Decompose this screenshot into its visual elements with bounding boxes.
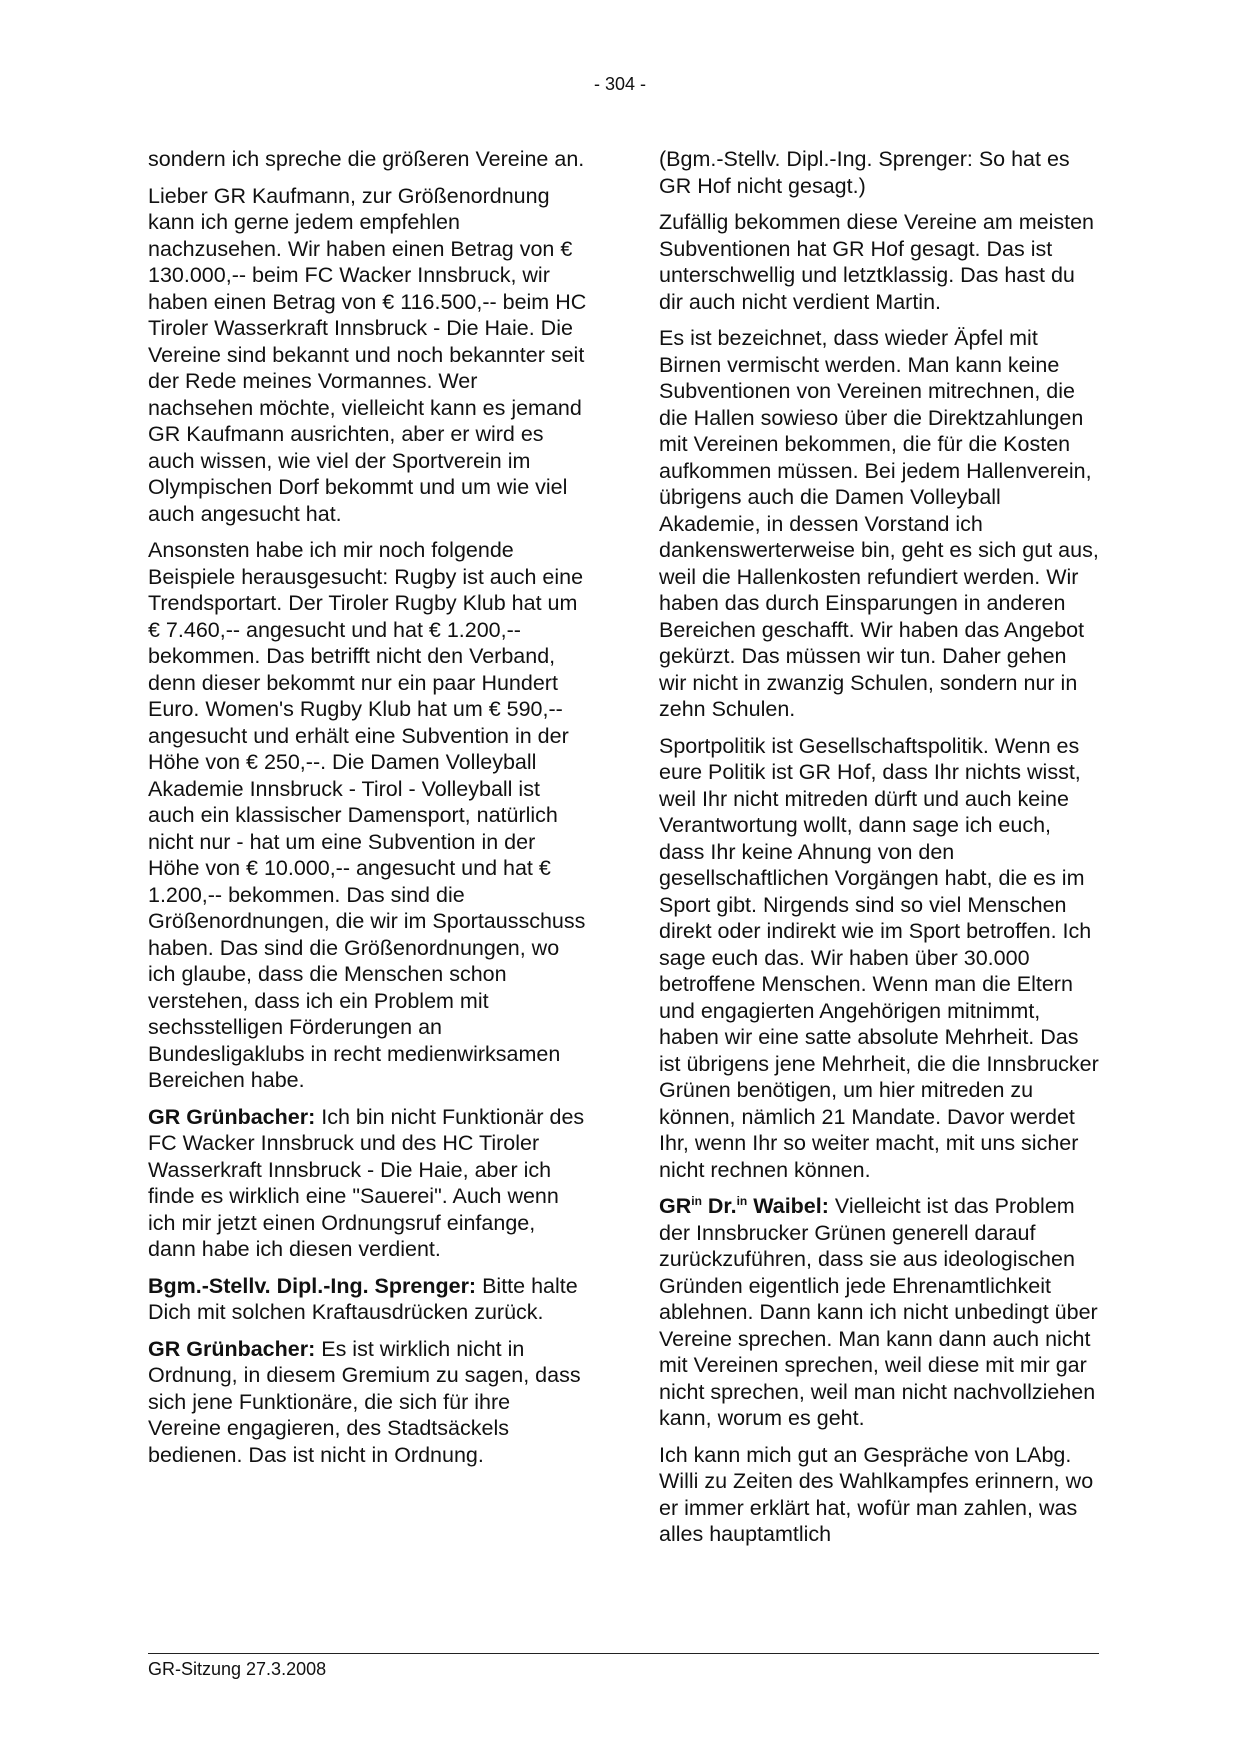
footer-session-label: GR-Sitzung 27.3.2008 bbox=[148, 1659, 327, 1679]
speaker-title-suffix: in bbox=[691, 1193, 702, 1208]
paragraph bbox=[148, 1273, 588, 1326]
paragraph: (Bgm.-Stellv. Dipl.-Ing. Sprenger: So hat es GR Hof nicht gesagt.) bbox=[659, 147, 1070, 198]
speaker-name: GR Grünbacher: bbox=[148, 1336, 316, 1361]
footer-divider bbox=[148, 1653, 1099, 1654]
speaker-surname: Waibel: bbox=[753, 1194, 829, 1218]
paragraph bbox=[148, 1336, 588, 1469]
speaker-title: GR bbox=[659, 1194, 692, 1218]
paragraph bbox=[148, 1104, 588, 1263]
speaker-name: GR Grünbacher: bbox=[148, 1104, 316, 1129]
paragraph: Ansonsten habe ich mir noch folgende Beispiele herausgesucht: Rugby ist auch eine Trendsportart. Der Tiroler Rugby Klub hat um € 7.460,-- angesucht und hat € 1.200,-- bekommen. Das betrifft nicht den Verband, denn dieser bekommt nur ein paar Hundert Euro. Women's Rugby Klub hat um € 590,-- angesucht und erhält eine Subvention in der Höhe von € 250,--. Die Damen Volleyball Akademie Innsbruck - Tirol - Volleyball ist auch ein klassischer Damensport, natürlich nicht nur - hat um eine Subvention in der Höhe von € 10.000,-- angesucht und hat € 1.200,-- bekommen. Das sind die Größenordnungen, die wir im Sportausschuss haben. Das sind die Größenordnungen, wo ich glaube, dass die Menschen schon verstehen, dass ich ein Problem mit sechsstelligen Förderungen an Bundesligaklubs in recht medienwirksamen Bereichen habe. bbox=[148, 538, 586, 1092]
right-column bbox=[659, 146, 1099, 1558]
speaker-name bbox=[659, 1194, 829, 1218]
speech-text: Vielleicht ist das Problem der Innsbrucker Grünen generell darauf zurückzuführen, dass sie aus ideologischen Gründen eigentlich jede Ehrenamtlichkeit ablehnen. Dann kann ich nicht unbedingt über Vereine sprechen. Man kann dann auch nicht mit Vereinen sprechen, weil diese mit mir gar nicht sprechen, weil man nicht nachvollziehen kann, worum es geht. bbox=[659, 1194, 1098, 1430]
speech-text: Bitte halte Dich mit solchen Kraftausdrücken zurück. bbox=[148, 1273, 578, 1324]
paragraph: Es ist bezeichnet, dass wieder Äpfel mit Birnen vermischt werden. Man kann keine Subventionen von Vereinen mitrechnen, die die Hallen sowieso über die Direktzahlungen mit Vereinen bekommen, die für die Kosten aufkommen müssen. Bei jedem Hallenverein, übrigens auch die Damen Volleyball Akademie, in dessen Vorstand ich dankenswerterweise bin, geht es sich gut aus, weil die Hallenkosten refundiert werden. Wir haben das durch Einsparungen in anderen Bereichen geschafft. Wir haben das Angebot gekürzt. Das müssen wir tun. Daher gehen wir nicht in zwanzig Schulen, sondern nur in zehn Schulen. bbox=[659, 326, 1099, 721]
speaker-name: Bgm.-Stellv. Dipl.-Ing. Sprenger: bbox=[148, 1273, 477, 1298]
left-column bbox=[148, 146, 588, 1478]
speech-text: Es ist wirklich nicht in Ordnung, in diesem Gremium zu sagen, dass sich jene Funktionäre, die sich für ihre Vereine engagieren, des Stadtsäckels bedienen. Das ist nicht in Ordnung. bbox=[148, 1336, 581, 1467]
paragraph: Zufällig bekommen diese Vereine am meisten Subventionen hat GR Hof gesagt. Das ist unterschwellig und letztklassig. Das hast du dir auch nicht verdient Martin. bbox=[659, 210, 1094, 314]
speaker-degree: Dr. bbox=[707, 1194, 737, 1218]
speaker-degree-suffix: in bbox=[736, 1193, 748, 1208]
paragraph: Ich kann mich gut an Gespräche von LAbg. Willi zu Zeiten des Wahlkampfes erinnern, wo er immer erklärt hat, wofür man zahlen, was alles hauptamtlich bbox=[659, 1442, 1094, 1546]
paragraph: sondern ich spreche die größeren Vereine an. bbox=[148, 147, 585, 171]
paragraph: Lieber GR Kaufmann, zur Größenordnung kann ich gerne jedem empfehlen nachzusehen. Wir haben einen Betrag von € 130.000,-- beim FC Wacker Innsbruck, wir haben einen Betrag von € 116.500,-- beim HC Tiroler Wasserkraft Innsbruck - Die Haie. Die Vereine sind bekannt und noch bekannter seit der Rede meines Vormannes. Wer nachsehen möchte, vielleicht kann es jemand GR Kaufmann ausrichten, aber er wird es auch wissen, wie viel der Sportverein im Olympischen Dorf bekommt und um wie viel auch angesucht hat. bbox=[148, 183, 587, 526]
paragraph bbox=[659, 1193, 1099, 1432]
page-number: - 304 - bbox=[593, 74, 647, 94]
speech-text: Ich bin nicht Funktionär des FC Wacker Innsbruck und des HC Tiroler Wasserkraft Innsbruck - Die Haie, aber ich finde es wirklich eine "Sauerei". Auch wenn ich mir jetzt einen Ordnungsruf einfange, dann habe ich diesen verdient. bbox=[148, 1104, 585, 1261]
paragraph: Sportpolitik ist Gesellschaftspolitik. Wenn es eure Politik ist GR Hof, dass Ihr nichts wisst, weil Ihr nicht mitreden dürft und auch keine Verantwortung wollt, dann sage ich euch, dass Ihr keine Ahnung von den gesellschaftlichen Vorgängen habt, die es im Sport gibt. Nirgends sind so viel Menschen direkt oder indirekt wie im Sport betroffen. Ich sage euch das. Wir haben über 30.000 betroffene Menschen. Wenn man die Eltern und engagierten Angehörigen mitnimmt, haben wir eine satte absolute Mehrheit. Das ist übrigens jene Mehrheit, die die Innsbrucker Grünen benötigen, um hier mitreden zu können, nämlich 21 Mandate. Davor werdet Ihr, wenn Ihr so weiter macht, mit uns sicher nicht rechnen können. bbox=[659, 733, 1099, 1182]
